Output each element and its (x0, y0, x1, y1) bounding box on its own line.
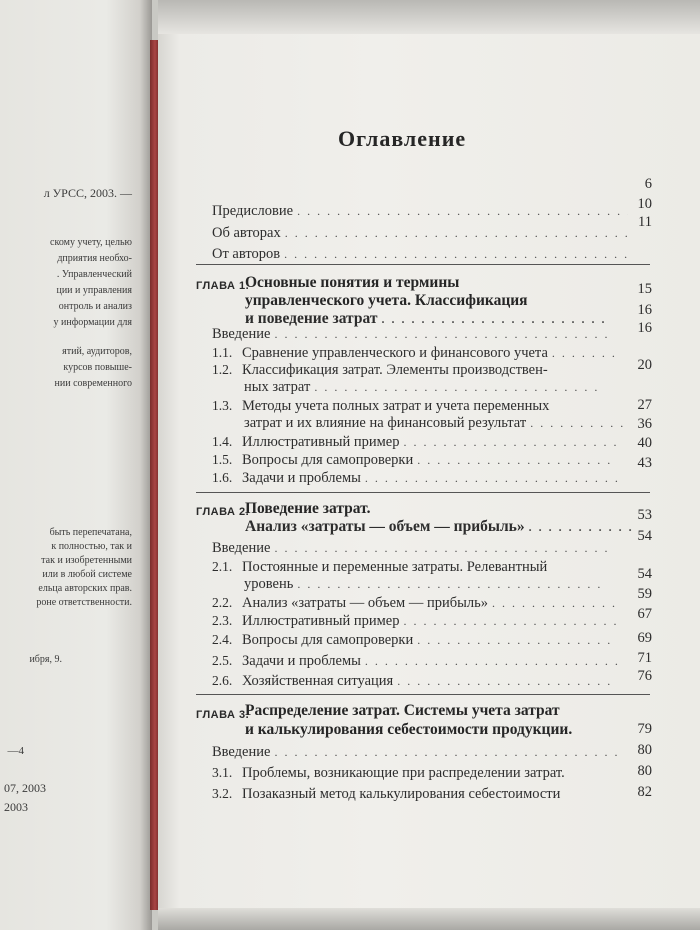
section-number: 1.4. (212, 434, 233, 449)
toc-entry[interactable] (212, 744, 622, 761)
toc-entry[interactable] (212, 595, 622, 612)
toc-entry-label: затрат и их влияние на финансовый результат (244, 415, 527, 431)
toc-entry-label: Введение (212, 540, 271, 556)
leader-dots (381, 312, 606, 327)
chapter-title[interactable]: Поведение затрат. (245, 500, 371, 517)
chapter-label: ГЛАВА 1. (196, 280, 250, 292)
left-fragment: ции и управления (56, 285, 132, 296)
section-number: 1.1. (212, 345, 233, 360)
leader-dots (417, 633, 618, 648)
left-fragment: курсов повыше- (63, 362, 132, 373)
toc-entry[interactable] (212, 345, 622, 362)
leader-dots (552, 346, 618, 361)
page-title: Оглавление (338, 126, 467, 151)
toc-entry[interactable] (212, 559, 650, 576)
chapter-divider (196, 264, 650, 265)
toc-entry-label: Сравнение управленческого и финансового учета (242, 345, 548, 361)
toc-page-number: 69 (637, 630, 652, 646)
toc-entry[interactable] (212, 398, 650, 415)
section-number: 2.5. (212, 653, 233, 668)
toc-entry[interactable] (212, 452, 622, 469)
toc-page-number: 80 (637, 742, 652, 758)
chapter-divider (196, 492, 650, 493)
toc-entry-label: Иллюстративный пример (242, 434, 400, 450)
left-fragment: так и изобретенными (41, 555, 132, 566)
toc-entry-label: Постоянные и переменные затраты. Релевантный (242, 559, 548, 575)
section-number: 1.5. (212, 452, 233, 467)
left-fragment: ятий, аудиторов, (62, 346, 132, 357)
section-number: 1.2. (212, 362, 233, 377)
leader-dots (297, 204, 628, 219)
section-number: 2.1. (212, 559, 233, 574)
left-fragment: дприятия необхо- (57, 253, 132, 264)
toc-entry-label: Введение (212, 744, 271, 760)
toc-entry[interactable] (245, 518, 640, 536)
leader-dots (285, 226, 628, 241)
toc-entry-label: Вопросы для самопроверки (242, 452, 414, 468)
toc-entry-continuation[interactable] (244, 415, 634, 432)
toc-page-number: 82 (637, 784, 652, 800)
toc-entry[interactable] (212, 613, 622, 630)
toc-entry-label: Иллюстративный пример (242, 613, 400, 629)
leader-dots (274, 745, 618, 760)
toc-entry[interactable] (212, 765, 650, 782)
toc-entry-label: Хозяйственная ситуация (242, 673, 394, 689)
toc-page-number: 6 (644, 176, 652, 192)
toc-page-number: 20 (637, 357, 652, 373)
toc-entry-label: Классификация затрат. Элементы производствен- (242, 362, 548, 378)
section-number: 2.4. (212, 632, 233, 647)
left-fragment: ибря, 9. (29, 654, 62, 665)
chapter-title[interactable]: Распределение затрат. Системы учета затрат (245, 702, 560, 719)
chapter-label: ГЛАВА 3. (196, 709, 250, 721)
toc-page-number: 11 (638, 214, 652, 230)
toc-page-number: 15 (637, 281, 652, 297)
toc-entry[interactable] (212, 203, 632, 220)
left-fragment: —4 (7, 745, 24, 757)
leader-dots (529, 520, 636, 535)
leader-dots (530, 416, 630, 431)
toc-page-number: 43 (637, 455, 652, 471)
leader-dots (417, 453, 618, 468)
leader-dots (274, 327, 608, 342)
section-number: 2.2. (212, 595, 233, 610)
toc-page-number: 80 (637, 763, 652, 779)
leader-dots (365, 654, 618, 669)
chapter-title: Анализ «затраты — объем — прибыль» (245, 518, 525, 535)
leader-dots (284, 247, 628, 262)
left-fragment: 2003 (4, 800, 28, 814)
toc-entry[interactable] (212, 434, 622, 451)
toc-entry[interactable] (212, 246, 632, 263)
toc-page-number: 16 (637, 320, 652, 336)
section-number: 3.2. (212, 786, 233, 801)
left-fragment: 07, 2003 (4, 781, 46, 795)
left-fragment: онтроль и анализ (58, 301, 132, 312)
toc-page-number: 16 (637, 302, 652, 318)
toc-entry-label: Проблемы, возникающие при распределении затрат. (242, 765, 565, 781)
leader-dots (404, 435, 619, 450)
toc-entry-label: Позаказный метод калькулирования себестоимости (242, 786, 561, 802)
left-fragment: . Управленческий (56, 269, 132, 280)
toc-entry[interactable] (212, 326, 612, 343)
toc-page-number: 40 (637, 435, 652, 451)
chapter-title[interactable]: и калькулирования себестоимости продукции. (245, 721, 573, 738)
left-fragment: к полностью, так и (51, 541, 132, 552)
section-number: 1.3. (212, 398, 233, 413)
toc-entry-label: Задачи и проблемы (242, 470, 361, 486)
toc-page-number: 54 (637, 566, 652, 582)
toc-page-number: 27 (637, 397, 652, 413)
leader-dots (492, 596, 618, 611)
leader-dots (365, 471, 618, 486)
toc-entry-label: Введение (212, 326, 271, 342)
left-fragment: л УРСС, 2003. — (43, 186, 132, 200)
toc-entry-label: Предисловие (212, 203, 294, 219)
chapter-label: ГЛАВА 2. (196, 506, 250, 518)
toc-page-number: 10 (637, 196, 652, 212)
toc-entry[interactable] (212, 470, 622, 487)
toc-entry[interactable] (212, 362, 650, 379)
toc-entry-label: Вопросы для самопроверки (242, 632, 414, 648)
toc-entry[interactable] (212, 540, 612, 557)
left-fragment: быть перепечатана, (49, 527, 132, 538)
left-fragment: роне ответственности. (36, 597, 132, 608)
toc-page-number: 79 (637, 721, 652, 737)
toc-entry[interactable] (212, 632, 622, 649)
chapter-title: и поведение затрат (245, 310, 378, 327)
toc-page-number: 76 (637, 668, 652, 684)
toc-entry-label: Задачи и проблемы (242, 653, 361, 669)
toc-entry-label: уровень (244, 576, 294, 592)
chapter-title[interactable]: управленческого учета. Классификация (245, 292, 528, 309)
chapter-divider (196, 694, 650, 695)
left-fragment: нии современного (54, 378, 132, 389)
toc-entry-label: Об авторах (212, 225, 281, 241)
toc-entry[interactable] (212, 786, 650, 803)
left-fragment: ельца авторских прав. (38, 583, 132, 594)
toc-page-number: 53 (637, 507, 652, 523)
toc-entry[interactable] (212, 673, 622, 690)
section-number: 2.6. (212, 673, 233, 688)
section-number: 2.3. (212, 613, 233, 628)
leader-dots (404, 614, 619, 629)
left-fragment: скому учету, целью (50, 237, 132, 248)
section-number: 3.1. (212, 765, 233, 780)
toc-entry-label: ных затрат (244, 379, 311, 395)
toc-page-number: 59 (637, 586, 652, 602)
toc-entry[interactable] (212, 653, 622, 670)
toc-entry-continuation[interactable] (244, 576, 604, 593)
toc-entry-label: От авторов (212, 246, 281, 262)
toc-entry-label: Анализ «затраты — объем — прибыль» (242, 595, 488, 611)
toc-entry-label: Методы учета полных затрат и учета переменных (242, 398, 550, 414)
toc-entry[interactable] (212, 225, 632, 242)
section-number: 1.6. (212, 470, 233, 485)
toc-entry-continuation[interactable] (244, 379, 604, 396)
toc-page-number: 67 (637, 606, 652, 622)
left-fragment: или в любой системе (42, 569, 132, 580)
leader-dots (297, 577, 600, 592)
toc-page-number: 71 (637, 650, 652, 666)
leader-dots (397, 674, 618, 689)
left-fragment: у информации для (53, 317, 132, 328)
leader-dots (314, 380, 600, 395)
toc-page-number: 36 (637, 416, 652, 432)
leader-dots (274, 541, 608, 556)
toc-page-number: 54 (637, 528, 652, 544)
chapter-title[interactable]: Основные понятия и термины (245, 274, 460, 291)
